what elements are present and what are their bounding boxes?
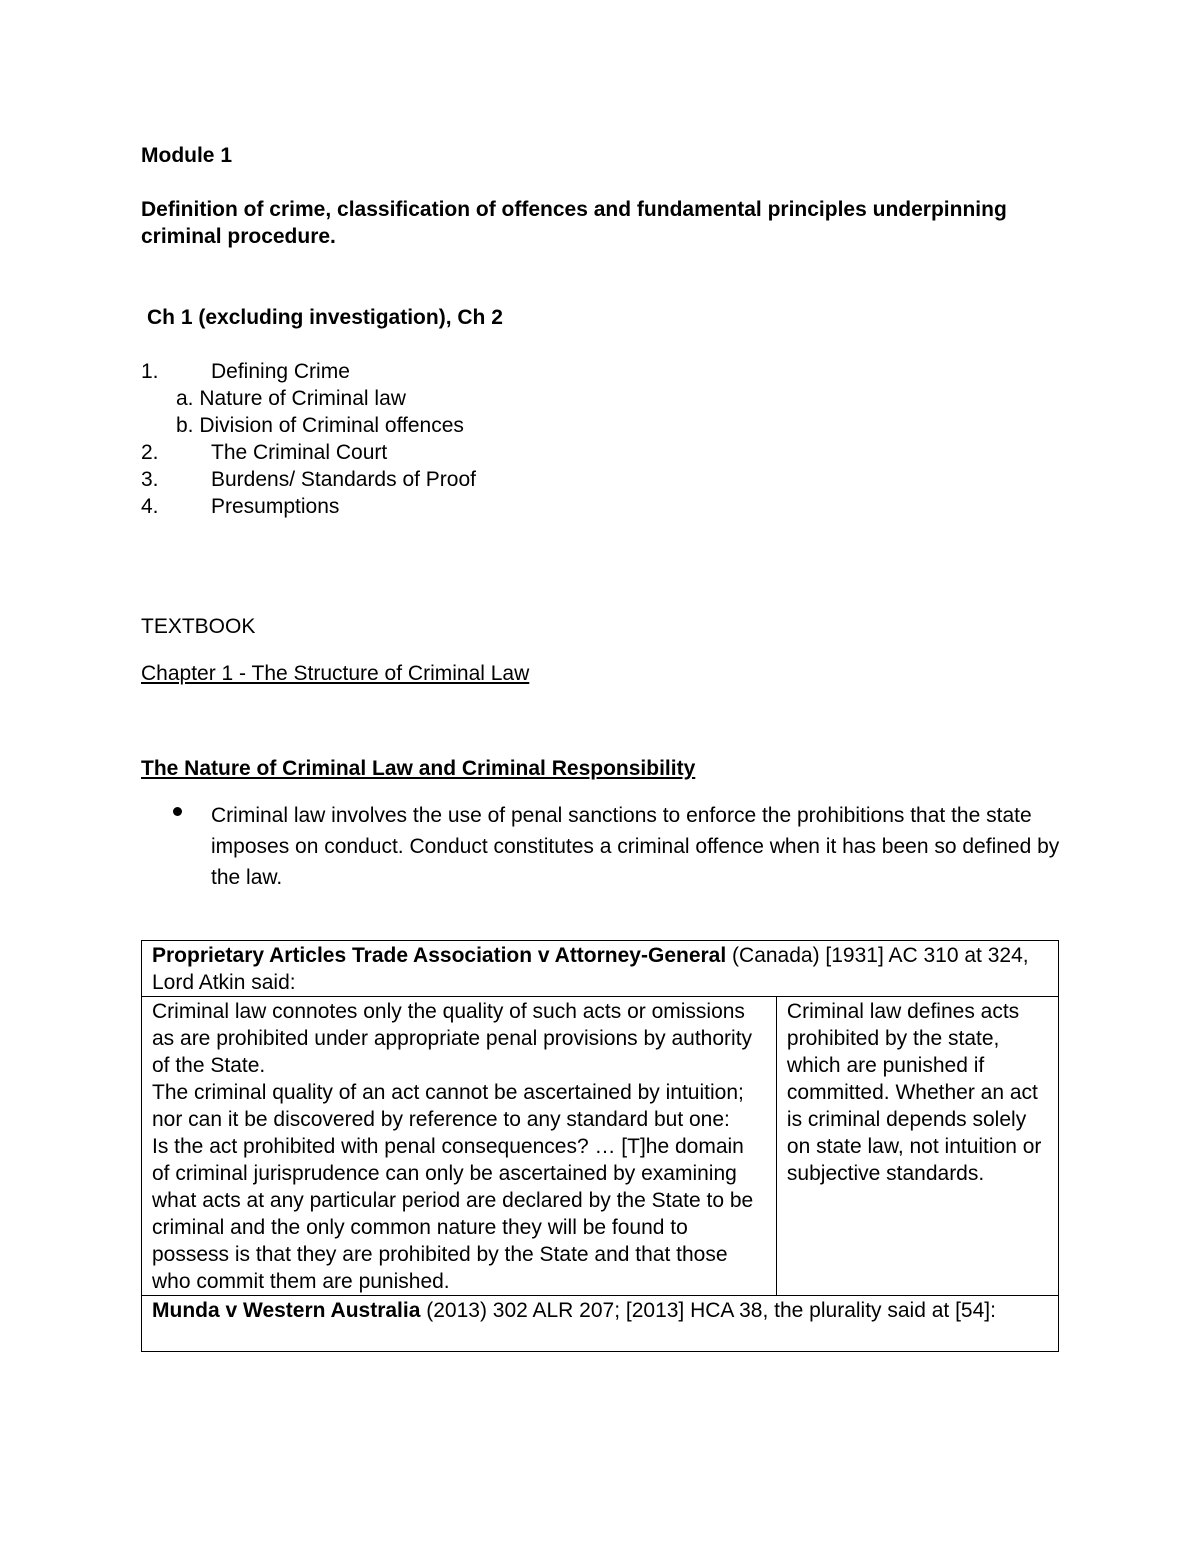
quote-line: Is the act prohibited with penal consequences? … [T]he domain of criminal jurisprudence can only be ascertained by examining what acts at any particular period are declared by the State to be criminal and the only common nature they will be found to possess is that they are prohibited by the State and that those who commit them are punished. bbox=[152, 1135, 754, 1293]
toc-label: Presumptions bbox=[211, 495, 340, 518]
toc-number: 4. bbox=[141, 495, 159, 518]
chapter-reference: Ch 1 (excluding investigation), Ch 2 bbox=[147, 306, 503, 329]
toc-label: Burdens/ Standards of Proof bbox=[211, 468, 476, 491]
toc-subitem: a. Nature of Criminal law bbox=[176, 387, 406, 410]
case-citation: (2013) 302 ALR 207; [2013] HCA 38, the plurality said at [54]: bbox=[420, 1299, 996, 1322]
case-name: Proprietary Articles Trade Association v Attorney-General bbox=[152, 944, 727, 967]
quote-line: Criminal law connotes only the quality of such acts or omissions as are prohibited under appropriate penal provisions by authority of the State. bbox=[152, 1000, 753, 1077]
table-row bbox=[142, 997, 1059, 1296]
module-subtitle: Definition of crime, classification of offences and fundamental principles underpinning criminal procedure. bbox=[141, 198, 1007, 248]
summary-cell bbox=[776, 997, 1058, 1296]
table-row bbox=[142, 941, 1059, 997]
bullet-text: Criminal law involves the use of penal sanctions to enforce the prohibitions that the state imposes on conduct. Conduct constitutes a criminal offence when it has been so defined by the law. bbox=[211, 804, 1060, 889]
table-row bbox=[142, 1296, 1059, 1352]
toc-subitem: b. Division of Criminal offences bbox=[176, 414, 464, 437]
case-heading-cell bbox=[142, 941, 1059, 997]
section-heading: The Nature of Criminal Law and Criminal Responsibility bbox=[141, 757, 696, 780]
case-name: Munda v Western Australia bbox=[152, 1299, 421, 1322]
case-heading-cell bbox=[142, 1296, 1059, 1352]
chapter-heading: Chapter 1 - The Structure of Criminal Law bbox=[141, 662, 530, 685]
case-table bbox=[141, 940, 1059, 1352]
toc-label: Defining Crime bbox=[211, 360, 350, 383]
summary-text: Criminal law defines acts prohibited by the state, which are punished if committed. Whether an act is criminal depends solely on state law, not intuition or subjective standards. bbox=[786, 1000, 1042, 1185]
case-citation: (Canada) [1931] AC 310 at 324, Lord Atkin said: bbox=[152, 944, 1029, 994]
toc-number: 1. bbox=[141, 360, 159, 383]
quote-cell bbox=[142, 997, 777, 1296]
textbook-label: TEXTBOOK bbox=[141, 615, 256, 638]
module-title: Module 1 bbox=[141, 144, 233, 167]
toc-number: 2. bbox=[141, 441, 159, 464]
bullet-icon bbox=[173, 807, 182, 816]
toc-label: The Criminal Court bbox=[211, 441, 388, 464]
quote-line: The criminal quality of an act cannot be ascertained by intuition; nor can it be discovered by reference to any standard but one: bbox=[152, 1081, 744, 1131]
toc-number: 3. bbox=[141, 468, 159, 491]
